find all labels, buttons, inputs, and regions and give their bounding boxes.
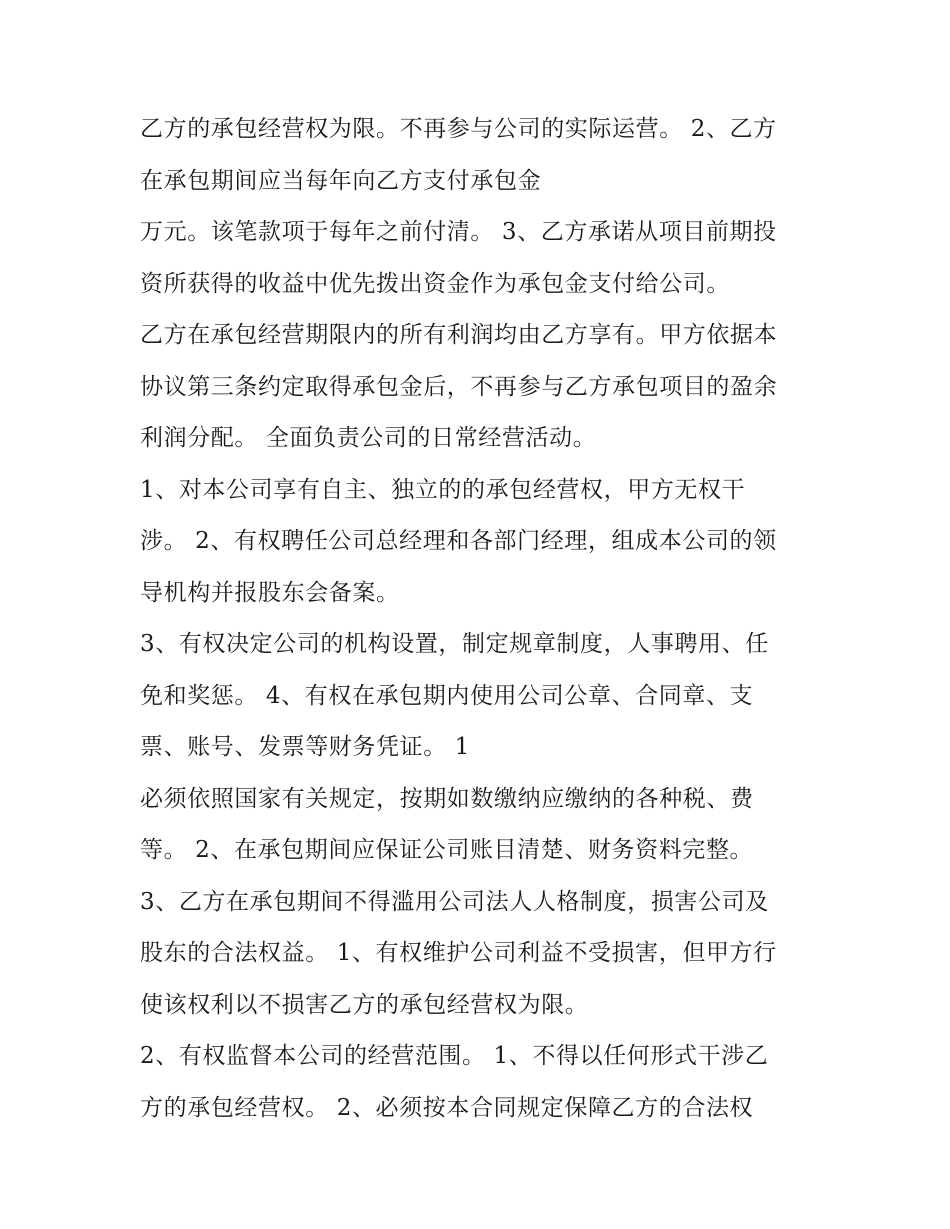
text-line: 资所获得的收益中优先拨出资金作为承包金支付给公司。 bbox=[140, 270, 730, 297]
text-line: 股东的合法权益。 1、有权维护公司利益不受损害，但甲方行 bbox=[140, 940, 777, 966]
text-line: 方的承包经营权。 2、必须按本合同规定保障乙方的合法权 bbox=[140, 1094, 754, 1121]
text-line: 票、账号、发票等财务凭证。 1 bbox=[140, 734, 470, 760]
text-line: 使该权利以不损害乙方的承包经营权为限。 bbox=[140, 991, 589, 1018]
text-line: 免和奖惩。 4、有权在承包期内使用公司公章、合同章、支 bbox=[140, 682, 754, 709]
text-line: 3、有权决定公司的机构设置，制定规章制度，人事聘用、任 bbox=[140, 631, 769, 657]
text-line: 在承包期间应当每年向乙方支付承包金 bbox=[140, 167, 542, 194]
text-line: 利润分配。 全面负责公司的日常经营活动。 bbox=[140, 425, 597, 451]
text-line: 乙方在承包经营期限内的所有利润均由乙方享有。甲方依据本 bbox=[140, 322, 778, 348]
text-line: 涉。 2、有权聘任公司总经理和各部门经理，组成本公司的领 bbox=[140, 528, 777, 554]
text-line: 导机构并报股东会备案。 bbox=[140, 579, 400, 606]
text-line: 3、乙方在承包期间不得滥用公司法人人格制度，损害公司及 bbox=[140, 888, 769, 915]
contract-text-body bbox=[140, 104, 830, 1134]
text-line: 1、对本公司享有自主、独立的的承包经营权，甲方无权干 bbox=[140, 476, 746, 503]
text-line: 万元。该笔款项于每年之前付清。 3、乙方承诺从项目前期投 bbox=[140, 219, 777, 245]
text-line: 等。 2、在承包期间应保证公司账目清楚、财务资料完整。 bbox=[140, 837, 754, 863]
text-line: 必须依照国家有关规定，按期如数缴纳应缴纳的各种税、费 bbox=[140, 785, 754, 812]
text-line: 2、有权监督本公司的经营范围。 1、不得以任何形式干涉乙 bbox=[140, 1043, 769, 1069]
text-line: 协议第三条约定取得承包金后，不再参与乙方承包项目的盈余 bbox=[140, 373, 778, 400]
text-line: 乙方的承包经营权为限。不再参与公司的实际运营。 2、乙方 bbox=[140, 116, 777, 142]
